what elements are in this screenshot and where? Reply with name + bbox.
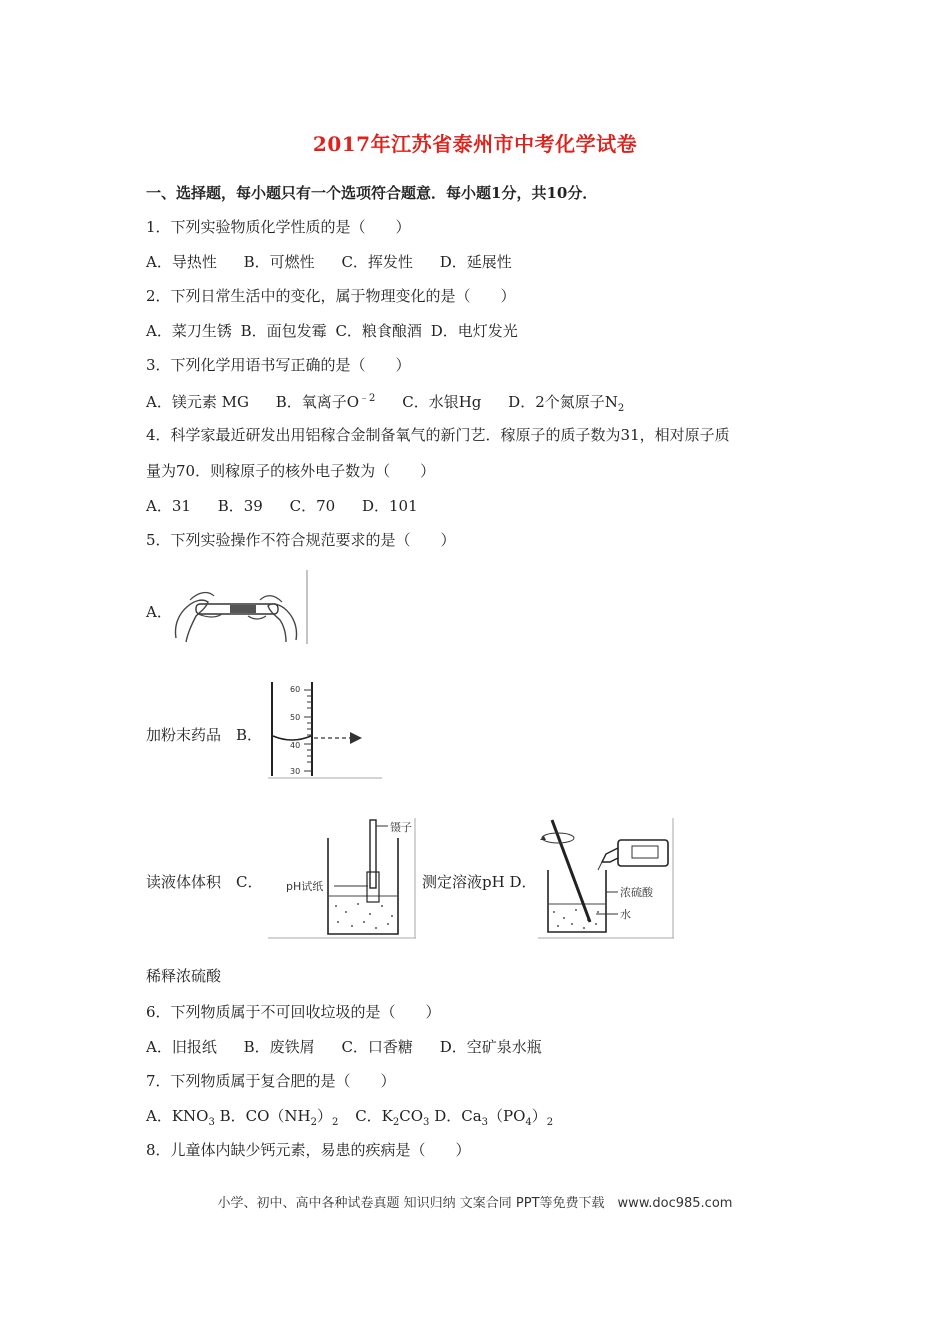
q3-option-b-charge: ﹣2 bbox=[359, 393, 376, 404]
q2-option-d: D．电灯发光 bbox=[430, 322, 518, 340]
question-1-options bbox=[146, 251, 534, 272]
question-4-stem-line2: 量为70．则稼原子的核外电子数为（ ） bbox=[146, 462, 436, 480]
question-3-options bbox=[146, 389, 646, 414]
page-title: 2017年江苏省泰州市中考化学试卷 bbox=[312, 132, 638, 156]
question-3-stem: 3．下列化学用语书写正确的是（ ） bbox=[146, 356, 411, 374]
question-6-stem: 6．下列物质属于不可回收垃圾的是（ ） bbox=[146, 1003, 441, 1021]
cylinder-tick-40: 40 bbox=[290, 741, 301, 750]
q1-option-c: C．挥发性 bbox=[341, 253, 413, 271]
q6-option-d: D．空矿泉水瓶 bbox=[439, 1038, 542, 1056]
page-footer: 小学、初中、高中各种试卷真题 知识归纳 文案合同 PPT等免费下载 www.doc985.com bbox=[217, 1196, 733, 1211]
tweezers-label: 镊子 bbox=[390, 821, 412, 834]
q3-option-c: C．水银Hg bbox=[402, 393, 482, 411]
q7-option-b: B．$CO(NH_2)_2$ bbox=[219, 1107, 339, 1128]
question-2-options bbox=[146, 320, 522, 341]
question-1-stem: 1．下列实验物质化学性质的是（ ） bbox=[146, 218, 411, 236]
q3-option-a: A．镁元素 MG bbox=[146, 393, 249, 411]
q2-option-a: A．菜刀生锈 bbox=[146, 322, 232, 340]
q5-option-a-label: A． bbox=[146, 603, 172, 621]
q4-option-b: B．39 bbox=[217, 497, 263, 515]
ph-test-figure bbox=[266, 816, 418, 940]
q5-option-d-text: 稀释浓硫酸 bbox=[146, 967, 222, 985]
graduated-cylinder-figure bbox=[266, 680, 384, 780]
q3-option-d-text: D．2个氮原子N bbox=[508, 393, 618, 411]
q4-option-c: C．70 bbox=[289, 497, 336, 515]
question-4-options bbox=[146, 495, 440, 516]
dilute-sulfuric-acid-figure bbox=[536, 816, 676, 940]
q1-option-b: B．可燃性 bbox=[243, 253, 315, 271]
q7-option-a: A．$KNO_3$ bbox=[146, 1107, 215, 1128]
cylinder-tick-50: 50 bbox=[290, 713, 301, 722]
water-label: 水 bbox=[620, 908, 631, 921]
q6-option-c: C．口香糖 bbox=[341, 1038, 413, 1056]
q1-option-d: D．延展性 bbox=[439, 253, 512, 271]
q4-option-a: A．31 bbox=[146, 497, 191, 515]
question-7-options bbox=[146, 1105, 553, 1128]
q2-option-b: B．面包发霉 bbox=[240, 322, 327, 340]
q3-option-d bbox=[508, 391, 624, 414]
question-4-stem-line1: 4．科学家最近研发出用铝稼合金制备氧气的新门艺．稼原子的质子数为31，相对原子质 bbox=[146, 426, 730, 444]
concentrated-acid-label: 浓硫酸 bbox=[620, 886, 653, 899]
test-tube-hands-figure bbox=[168, 568, 310, 646]
cylinder-tick-30: 30 bbox=[290, 767, 301, 776]
cylinder-tick-60: 60 bbox=[290, 685, 301, 694]
q3-option-b bbox=[276, 389, 376, 412]
q6-option-b: B．废铁屑 bbox=[243, 1038, 315, 1056]
ph-paper-label: pH试纸 bbox=[286, 880, 324, 893]
q2-option-c: C．粮食酿酒 bbox=[335, 322, 422, 340]
q5-option-d-caption: 测定溶液pH D． bbox=[422, 873, 537, 891]
question-8-stem: 8．儿童体内缺少钙元素，易患的疾病是（ ） bbox=[146, 1141, 471, 1159]
question-6-options bbox=[146, 1036, 564, 1057]
q3-option-b-text: B．氧离子O bbox=[275, 393, 360, 411]
q1-option-a: A．导热性 bbox=[146, 253, 217, 271]
section-heading: 一、选择题，每小题只有一个选项符合题意．每小题1分，共10分． bbox=[146, 184, 598, 202]
q7-option-d: D．$Ca_3(PO_4)_2$ bbox=[434, 1107, 554, 1128]
q6-option-a: A．旧报纸 bbox=[146, 1038, 217, 1056]
question-7-stem: 7．下列物质属于复合肥的是（ ） bbox=[146, 1072, 396, 1090]
q7-option-c: C．$K_2CO_3$ bbox=[355, 1107, 430, 1128]
q4-option-d: D．101 bbox=[361, 497, 418, 515]
question-2-stem: 2．下列日常生活中的变化，属于物理变化的是（ ） bbox=[146, 287, 516, 305]
q5-option-b-caption: 加粉末药品 B． bbox=[146, 726, 263, 744]
question-5-stem: 5．下列实验操作不符合规范要求的是（ ） bbox=[146, 531, 456, 549]
q5-option-c-caption: 读液体体积 C． bbox=[146, 873, 263, 891]
q3-option-d-subscript: 2 bbox=[617, 403, 625, 414]
